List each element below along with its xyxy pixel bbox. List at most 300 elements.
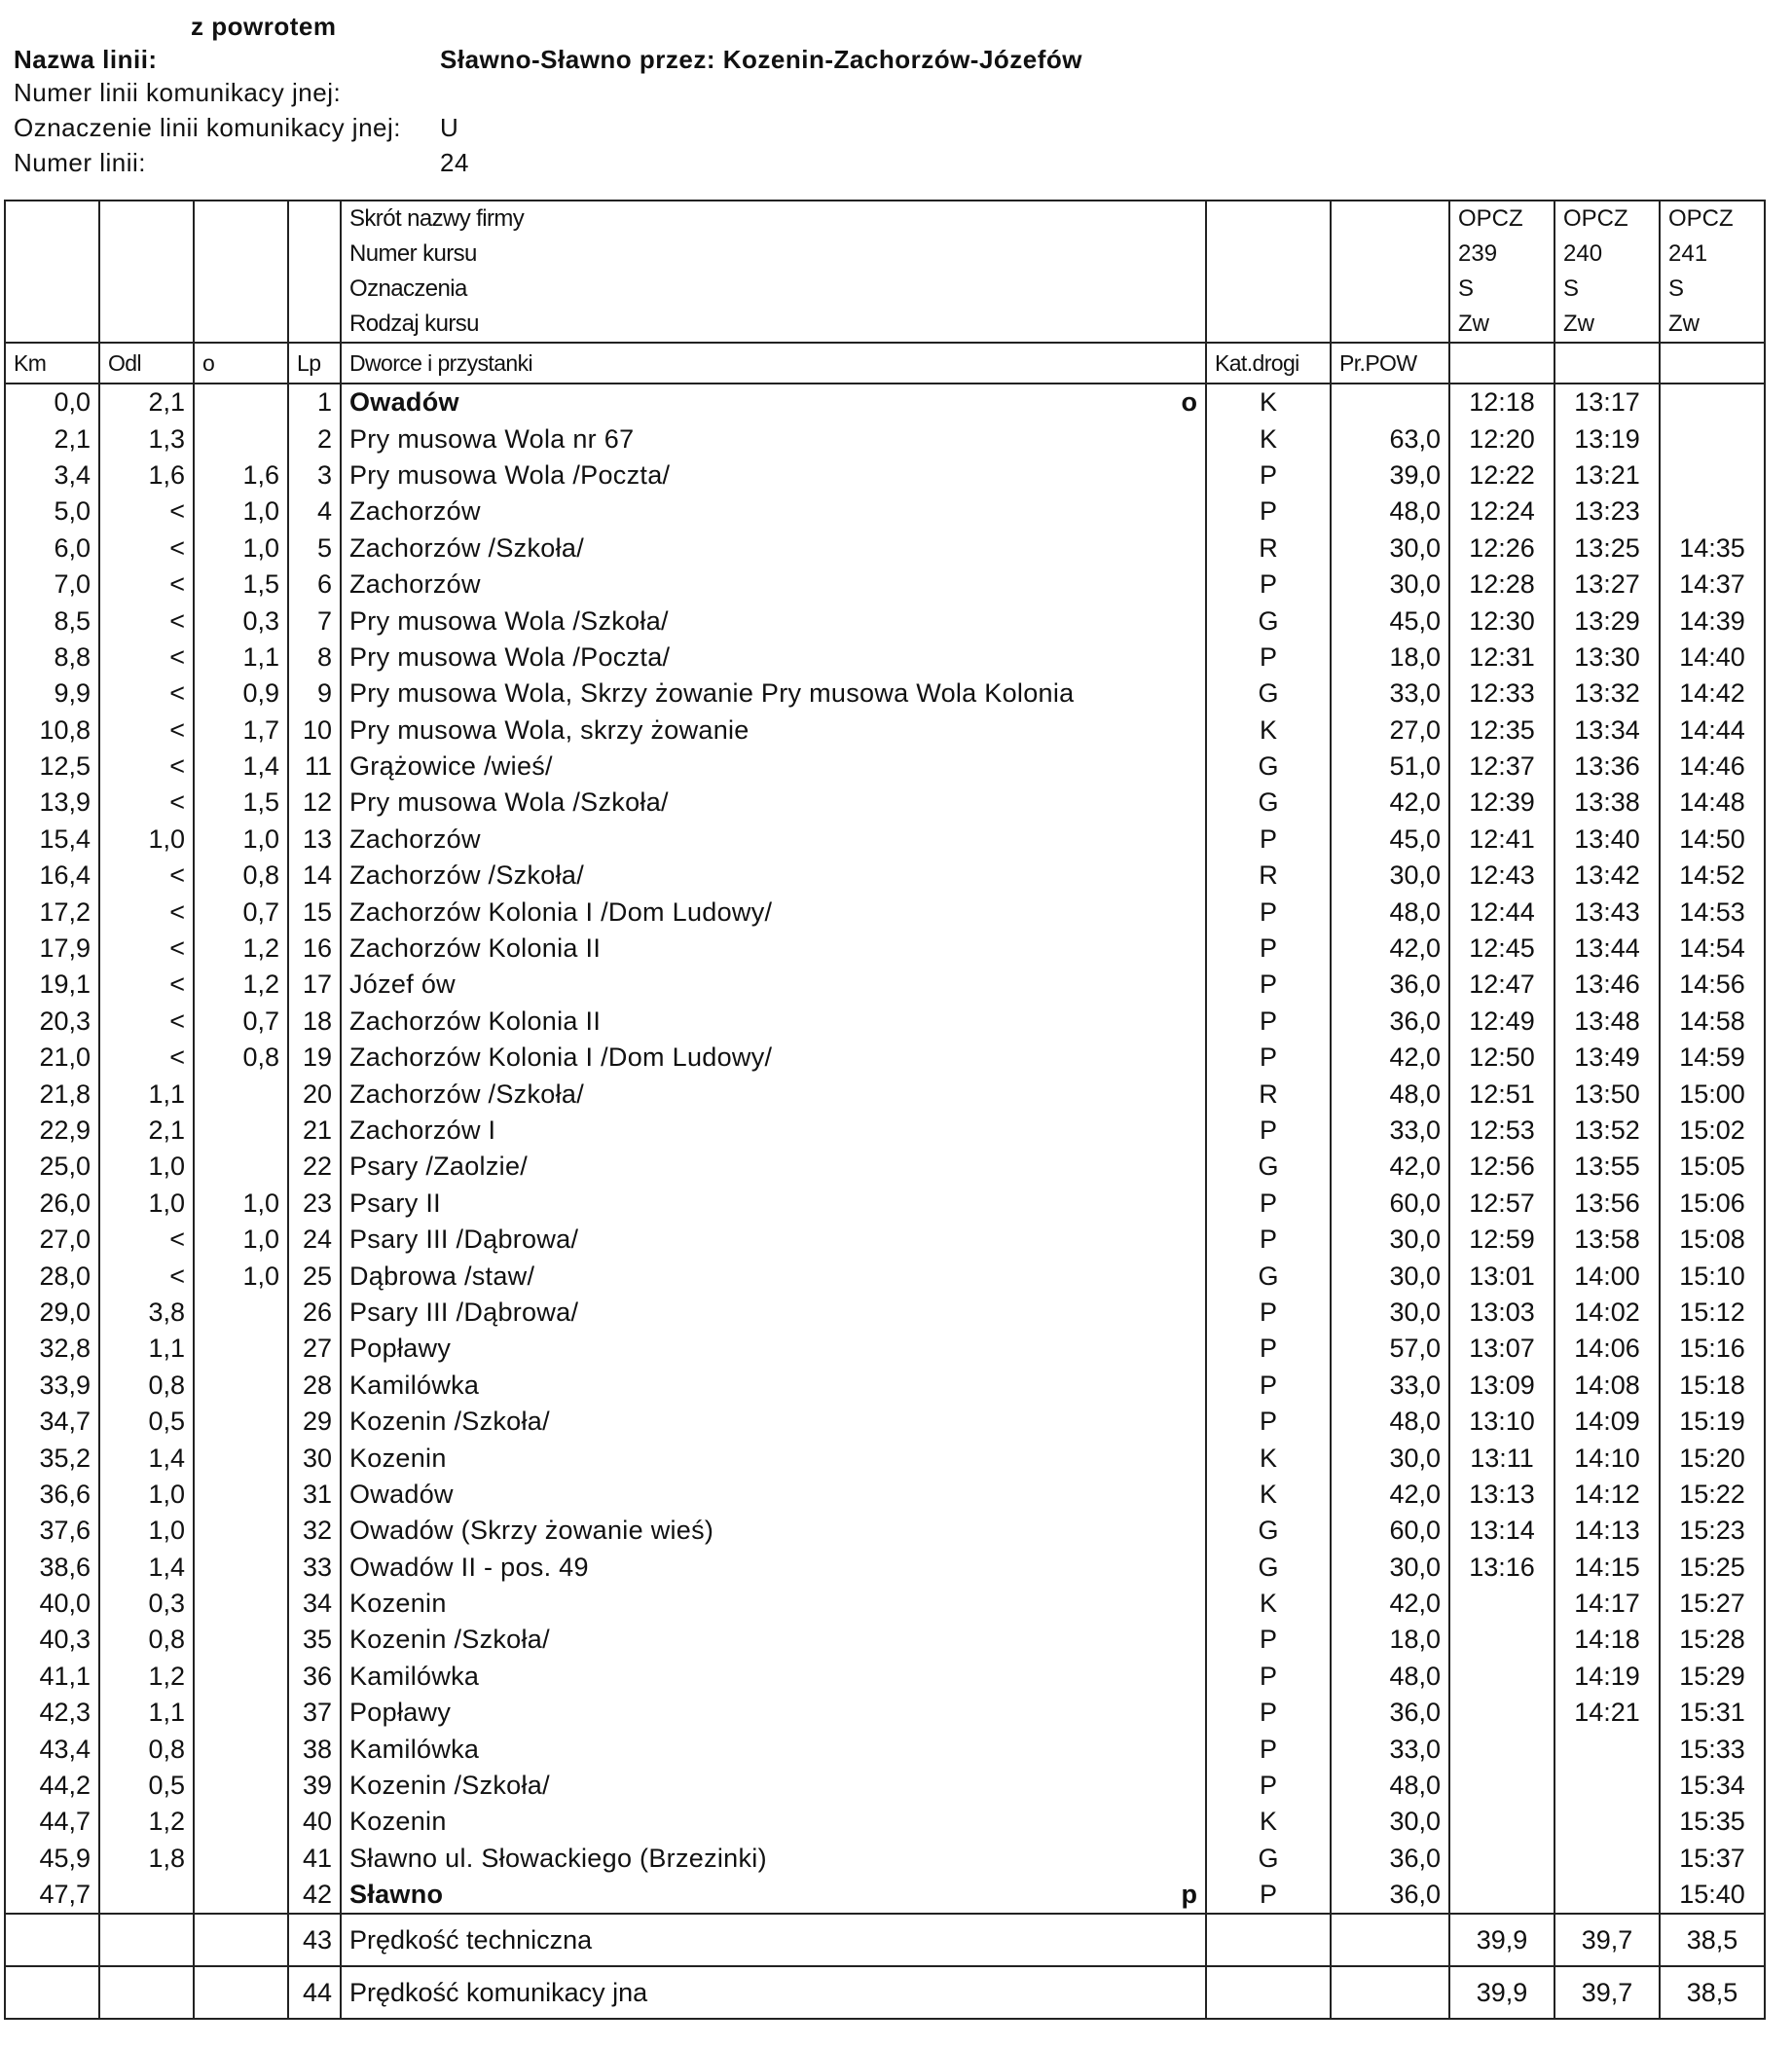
course-2-time: 13:34: [1554, 713, 1660, 749]
course-3-time: 14:54: [1660, 931, 1765, 967]
pow-cell: 48,0: [1331, 1659, 1449, 1695]
lp-cell: 28: [288, 1368, 341, 1404]
pow-cell: 45,0: [1331, 603, 1449, 639]
label-course-type: Rodzaj kursu: [341, 307, 1206, 343]
pow-cell: 18,0: [1331, 640, 1449, 676]
course-2-time: 14:09: [1554, 1404, 1660, 1440]
lp-cell: 36: [288, 1659, 341, 1695]
road-category: P: [1206, 1404, 1331, 1440]
road-category: G: [1206, 749, 1331, 785]
stop-name: Zachorzów: [349, 823, 481, 854]
o-cell: [194, 1113, 288, 1149]
stop-name: Psary /Zaolzie/: [349, 1151, 529, 1182]
course-1-time: [1449, 1768, 1554, 1804]
road-category: P: [1206, 894, 1331, 930]
col-odl: Odl: [99, 343, 194, 384]
km-cell: 36,6: [5, 1477, 99, 1513]
course-3-time: 14:58: [1660, 1004, 1765, 1040]
stop-name: Zachorzów Kolonia I /Dom Ludowy/: [349, 896, 773, 927]
course-3-time: 14:50: [1660, 822, 1765, 858]
road-category: P: [1206, 967, 1331, 1003]
pow-cell: 36,0: [1331, 1695, 1449, 1731]
course-2-time: 14:13: [1554, 1513, 1660, 1549]
course-1-time: 12:49: [1449, 1004, 1554, 1040]
stop-cell: [341, 530, 1206, 567]
o-cell: [194, 1659, 288, 1695]
km-cell: 44,2: [5, 1768, 99, 1804]
table-row: [5, 640, 1765, 676]
course-3-time: 15:02: [1660, 1113, 1765, 1149]
o-cell: 1,0: [194, 1258, 288, 1294]
table-row: [5, 1258, 1765, 1294]
km-cell: 44,7: [5, 1804, 99, 1840]
pow-cell: 36,0: [1331, 1004, 1449, 1040]
course-2-time: 14:19: [1554, 1659, 1660, 1695]
table-row: [5, 384, 1765, 420]
lp-cell: 33: [288, 1550, 341, 1586]
course-1-time: [1449, 1877, 1554, 1914]
course-3-time: 15:05: [1660, 1149, 1765, 1185]
road-category: K: [1206, 1586, 1331, 1622]
odl-cell: 1,0: [99, 1477, 194, 1513]
course-1-time: 12:50: [1449, 1040, 1554, 1076]
stop-name: Sławno ul. Słowackiego (Brzezinki): [349, 1843, 767, 1873]
lp-cell: 15: [288, 894, 341, 930]
stop-cell: [341, 1113, 1206, 1149]
road-category: P: [1206, 1295, 1331, 1331]
o-cell: 1,7: [194, 713, 288, 749]
stop-name: Kamilówka: [349, 1734, 480, 1764]
course-2-time: 14:02: [1554, 1295, 1660, 1331]
o-cell: [194, 384, 288, 420]
stop-name: Kozenin: [349, 1807, 447, 1837]
table-row: [5, 967, 1765, 1003]
course-2-time: 13:36: [1554, 749, 1660, 785]
course-1-time: 12:45: [1449, 931, 1554, 967]
course-1-time: 12:18: [1449, 384, 1554, 420]
course-1-time: [1449, 1804, 1554, 1840]
summary-row: [5, 1966, 1765, 2019]
course-1-time: 12:31: [1449, 640, 1554, 676]
odl-cell: 1,8: [99, 1841, 194, 1877]
course-3-time: 15:28: [1660, 1622, 1765, 1658]
course-1-time: 12:53: [1449, 1113, 1554, 1149]
stop-cell: [341, 1586, 1206, 1622]
km-cell: 7,0: [5, 567, 99, 603]
odl-cell: 1,1: [99, 1076, 194, 1112]
o-cell: 0,3: [194, 603, 288, 639]
course-2-time: 13:32: [1554, 676, 1660, 712]
course-2-time: 14:06: [1554, 1331, 1660, 1367]
stop-cell: [341, 1477, 1206, 1513]
odl-cell: <: [99, 530, 194, 567]
course-2-speed: 39,7: [1554, 1966, 1660, 2019]
course-3-time: 15:22: [1660, 1477, 1765, 1513]
o-cell: [194, 1149, 288, 1185]
course-3-time: 15:31: [1660, 1695, 1765, 1731]
road-category: P: [1206, 1622, 1331, 1658]
course-2-time: 13:40: [1554, 822, 1660, 858]
course-3-time: 14:53: [1660, 894, 1765, 930]
stop-name: Zachorzów /Szkoła/: [349, 860, 584, 891]
table-row: [5, 1040, 1765, 1076]
lp-cell: 9: [288, 676, 341, 712]
course-1-type: Zw: [1449, 307, 1554, 343]
km-cell: 21,0: [5, 1040, 99, 1076]
course-3-time: 15:00: [1660, 1076, 1765, 1112]
course-1-time: [1449, 1622, 1554, 1658]
stop-cell: [341, 384, 1206, 420]
col-kat: Kat.drogi: [1206, 343, 1331, 384]
road-category: P: [1206, 1004, 1331, 1040]
pow-cell: 42,0: [1331, 1586, 1449, 1622]
lp-cell: 3: [288, 457, 341, 493]
summary-lp: 43: [288, 1914, 341, 1966]
odl-cell: <: [99, 931, 194, 967]
o-cell: [194, 1477, 288, 1513]
stop-cell: [341, 567, 1206, 603]
o-cell: [194, 1731, 288, 1767]
course-1-time: 12:33: [1449, 676, 1554, 712]
odl-cell: 0,5: [99, 1768, 194, 1804]
course-number-row: [5, 237, 1765, 272]
course-1-time: 12:39: [1449, 785, 1554, 821]
road-category: G: [1206, 1550, 1331, 1586]
pow-cell: 48,0: [1331, 894, 1449, 930]
odl-cell: <: [99, 567, 194, 603]
blank-cell: [5, 1914, 99, 1966]
course-2-time: 13:49: [1554, 1040, 1660, 1076]
course-2-time: 13:48: [1554, 1004, 1660, 1040]
km-cell: 0,0: [5, 384, 99, 420]
pow-cell: 30,0: [1331, 1222, 1449, 1258]
table-row: [5, 785, 1765, 821]
course-1-time: 13:07: [1449, 1331, 1554, 1367]
course-3-firm: OPCZ: [1660, 201, 1765, 237]
course-1-time: 13:01: [1449, 1258, 1554, 1294]
stop-name: Kozenin: [349, 1443, 447, 1473]
course-3-time: 14:40: [1660, 640, 1765, 676]
stop-cell: [341, 713, 1206, 749]
course-3-time: [1660, 457, 1765, 493]
table-row: [5, 457, 1765, 493]
pow-cell: 33,0: [1331, 1731, 1449, 1767]
road-category: G: [1206, 1258, 1331, 1294]
course-2-time: 13:27: [1554, 567, 1660, 603]
road-category: P: [1206, 1768, 1331, 1804]
odl-cell: <: [99, 894, 194, 930]
course-3-time: 14:48: [1660, 785, 1765, 821]
stop-cell: [341, 1731, 1206, 1767]
o-cell: 0,7: [194, 1004, 288, 1040]
stop-cell: [341, 894, 1206, 930]
km-cell: 34,7: [5, 1404, 99, 1440]
stop-name: Kozenin: [349, 1589, 447, 1619]
o-cell: 1,0: [194, 822, 288, 858]
odl-cell: <: [99, 713, 194, 749]
lp-cell: 39: [288, 1768, 341, 1804]
course-2-time: 13:23: [1554, 493, 1660, 530]
course-2-time: 13:30: [1554, 640, 1660, 676]
pow-cell: 36,0: [1331, 967, 1449, 1003]
blank-cell: [99, 1966, 194, 2019]
odl-cell: 0,5: [99, 1404, 194, 1440]
pow-cell: 42,0: [1331, 785, 1449, 821]
odl-cell: <: [99, 858, 194, 894]
course-2-time: [1554, 1841, 1660, 1877]
lp-cell: 1: [288, 384, 341, 420]
stop-cell: [341, 822, 1206, 858]
course-3-time: 15:27: [1660, 1586, 1765, 1622]
odl-cell: <: [99, 1222, 194, 1258]
line-name-value: Sławno-Sławno przez: Kozenin-Zachorzów-Józefów: [440, 45, 1083, 74]
course-3-time: 15:29: [1660, 1659, 1765, 1695]
odl-cell: 1,4: [99, 1550, 194, 1586]
pow-cell: 36,0: [1331, 1877, 1449, 1914]
stop-cell: [341, 640, 1206, 676]
course-2-time: 13:25: [1554, 530, 1660, 567]
road-category: P: [1206, 1331, 1331, 1367]
stop-name: Psary III /Dąbrowa/: [349, 1297, 579, 1327]
km-cell: 35,2: [5, 1440, 99, 1476]
course-2-time: [1554, 1731, 1660, 1767]
lp-cell: 40: [288, 1804, 341, 1840]
road-category: P: [1206, 567, 1331, 603]
road-category: G: [1206, 1513, 1331, 1549]
lp-cell: 32: [288, 1513, 341, 1549]
stop-name: Pry musowa Wola, skrzy żowanie: [349, 714, 750, 745]
o-cell: 0,7: [194, 894, 288, 930]
course-1-time: 12:41: [1449, 822, 1554, 858]
course-2-time: 13:17: [1554, 384, 1660, 420]
road-category: P: [1206, 1222, 1331, 1258]
course-2-time: 13:21: [1554, 457, 1660, 493]
blank-cell: [1206, 1914, 1331, 1966]
course-3-time: [1660, 493, 1765, 530]
road-category: K: [1206, 384, 1331, 420]
course-3-time: [1660, 420, 1765, 457]
o-cell: 1,0: [194, 1186, 288, 1222]
o-cell: [194, 1331, 288, 1367]
road-category: P: [1206, 457, 1331, 493]
course-2-number: 240: [1554, 237, 1660, 272]
pow-cell: 45,0: [1331, 822, 1449, 858]
pow-cell: 30,0: [1331, 858, 1449, 894]
stop-cell: [341, 749, 1206, 785]
table-row: [5, 1768, 1765, 1804]
km-cell: 2,1: [5, 420, 99, 457]
blank-cell: [194, 1914, 288, 1966]
course-1-mark: S: [1449, 272, 1554, 307]
odl-cell: <: [99, 785, 194, 821]
lp-cell: 35: [288, 1622, 341, 1658]
lp-cell: 6: [288, 567, 341, 603]
o-cell: [194, 1586, 288, 1622]
pow-cell: 36,0: [1331, 1841, 1449, 1877]
km-cell: 33,9: [5, 1368, 99, 1404]
pow-cell: 42,0: [1331, 931, 1449, 967]
lp-cell: 22: [288, 1149, 341, 1185]
stop-cell: [341, 1076, 1206, 1112]
lp-cell: 30: [288, 1440, 341, 1476]
o-cell: 1,4: [194, 749, 288, 785]
table-row: [5, 1368, 1765, 1404]
course-3-time: 14:44: [1660, 713, 1765, 749]
course-2-time: 13:52: [1554, 1113, 1660, 1149]
direction-label: z powrotem: [191, 12, 337, 41]
course-2-time: 14:10: [1554, 1440, 1660, 1476]
o-cell: [194, 1622, 288, 1658]
course-1-time: 13:10: [1449, 1404, 1554, 1440]
pow-cell: 30,0: [1331, 1550, 1449, 1586]
lp-cell: 25: [288, 1258, 341, 1294]
odl-cell: <: [99, 640, 194, 676]
stop-name: Pry musowa Wola /Szkoła/: [349, 605, 669, 636]
km-cell: 6,0: [5, 530, 99, 567]
odl-cell: <: [99, 493, 194, 530]
road-category: R: [1206, 1076, 1331, 1112]
lp-cell: 14: [288, 858, 341, 894]
stop-cell: [341, 1659, 1206, 1695]
course-3-time: 15:37: [1660, 1841, 1765, 1877]
course-1-time: 12:43: [1449, 858, 1554, 894]
lp-cell: 24: [288, 1222, 341, 1258]
pow-cell: 48,0: [1331, 1404, 1449, 1440]
road-category: P: [1206, 1040, 1331, 1076]
o-cell: [194, 1550, 288, 1586]
stop-name: Zachorzów /Szkoła/: [349, 1078, 584, 1109]
table-row: [5, 713, 1765, 749]
km-cell: 17,2: [5, 894, 99, 930]
course-3-time: 14:35: [1660, 530, 1765, 567]
course-2-time: 13:38: [1554, 785, 1660, 821]
stop-cell: [341, 1695, 1206, 1731]
course-2-time: 14:17: [1554, 1586, 1660, 1622]
odl-cell: 1,1: [99, 1331, 194, 1367]
road-category: P: [1206, 822, 1331, 858]
table-row: [5, 676, 1765, 712]
lp-cell: 7: [288, 603, 341, 639]
table-row: [5, 1804, 1765, 1840]
table-row: [5, 1622, 1765, 1658]
table-row: [5, 894, 1765, 930]
course-3-number: 241: [1660, 237, 1765, 272]
table-row: [5, 1004, 1765, 1040]
course-2-mark: S: [1554, 272, 1660, 307]
blank-cell: [99, 1914, 194, 1966]
odl-cell: <: [99, 1258, 194, 1294]
o-cell: 0,9: [194, 676, 288, 712]
odl-cell: 1,2: [99, 1804, 194, 1840]
stop-cell: [341, 1404, 1206, 1440]
stop-name: Kozenin /Szkoła/: [349, 1771, 550, 1801]
odl-cell: [99, 1877, 194, 1914]
lp-cell: 42: [288, 1877, 341, 1914]
pow-cell: 30,0: [1331, 1804, 1449, 1840]
km-cell: 27,0: [5, 1222, 99, 1258]
stop-cell: [341, 1513, 1206, 1549]
road-category: P: [1206, 1113, 1331, 1149]
course-1-time: [1449, 1841, 1554, 1877]
road-category: P: [1206, 1731, 1331, 1767]
odl-cell: 1,0: [99, 1186, 194, 1222]
km-cell: 38,6: [5, 1550, 99, 1586]
course-1-time: 12:22: [1449, 457, 1554, 493]
stop-name: Popławy: [349, 1334, 452, 1364]
course-2-speed: 39,7: [1554, 1914, 1660, 1966]
odl-cell: 0,8: [99, 1731, 194, 1767]
road-category: P: [1206, 1368, 1331, 1404]
stop-cell: [341, 1368, 1206, 1404]
line-number-comm-label: Numer linii komunikacy jnej:: [14, 78, 342, 107]
stop-name: Dąbrowa /staw/: [349, 1261, 535, 1291]
o-cell: 1,5: [194, 567, 288, 603]
road-category: P: [1206, 493, 1331, 530]
lp-cell: 20: [288, 1076, 341, 1112]
course-3-time: 14:46: [1660, 749, 1765, 785]
label-firm: Skrót nazwy firmy: [341, 201, 1206, 237]
table-row: [5, 1659, 1765, 1695]
odl-cell: 1,0: [99, 1513, 194, 1549]
stop-name: Owadów II - pos. 49: [349, 1552, 589, 1582]
course-3-time: 15:18: [1660, 1368, 1765, 1404]
stop-cell: [341, 603, 1206, 639]
col-km: Km: [5, 343, 99, 384]
stop-name: Kamilówka: [349, 1370, 480, 1400]
label-course-number: Numer kursu: [341, 237, 1206, 272]
km-cell: 26,0: [5, 1186, 99, 1222]
lp-cell: 18: [288, 1004, 341, 1040]
km-cell: 13,9: [5, 785, 99, 821]
table-row: [5, 1586, 1765, 1622]
km-cell: 40,3: [5, 1622, 99, 1658]
blank-cell: [1331, 1966, 1449, 2019]
course-1-time: 13:14: [1449, 1513, 1554, 1549]
lp-cell: 34: [288, 1586, 341, 1622]
table-row: [5, 1295, 1765, 1331]
course-2-firm: OPCZ: [1554, 201, 1660, 237]
firm-row: [5, 201, 1765, 237]
line-number-value: 24: [440, 148, 469, 177]
stop-name: Zachorzów /Szkoła/: [349, 532, 584, 563]
road-category: G: [1206, 676, 1331, 712]
stop-name: Kozenin /Szkoła/: [349, 1407, 550, 1437]
odl-cell: 1,3: [99, 420, 194, 457]
odl-cell: 1,6: [99, 457, 194, 493]
lp-cell: 19: [288, 1040, 341, 1076]
stop-cell: [341, 1804, 1206, 1840]
o-cell: [194, 1804, 288, 1840]
table-row: [5, 1440, 1765, 1476]
course-3-time: 15:06: [1660, 1186, 1765, 1222]
stop-name: Pry musowa Wola /Szkoła/: [349, 787, 669, 818]
course-3-time: 15:23: [1660, 1513, 1765, 1549]
pow-cell: 57,0: [1331, 1331, 1449, 1367]
stop-cell: [341, 457, 1206, 493]
stop-name: Pry musowa Wola nr 67: [349, 423, 635, 454]
course-3-time: 14:56: [1660, 967, 1765, 1003]
course-2-time: 13:29: [1554, 603, 1660, 639]
course-3-time: [1660, 384, 1765, 420]
course-1-time: [1449, 1659, 1554, 1695]
course-3-time: 14:42: [1660, 676, 1765, 712]
lp-cell: 10: [288, 713, 341, 749]
lp-cell: 21: [288, 1113, 341, 1149]
stop-cell: [341, 1004, 1206, 1040]
stop-cell: [341, 1768, 1206, 1804]
o-cell: 1,2: [194, 967, 288, 1003]
course-2-time: 14:18: [1554, 1622, 1660, 1658]
